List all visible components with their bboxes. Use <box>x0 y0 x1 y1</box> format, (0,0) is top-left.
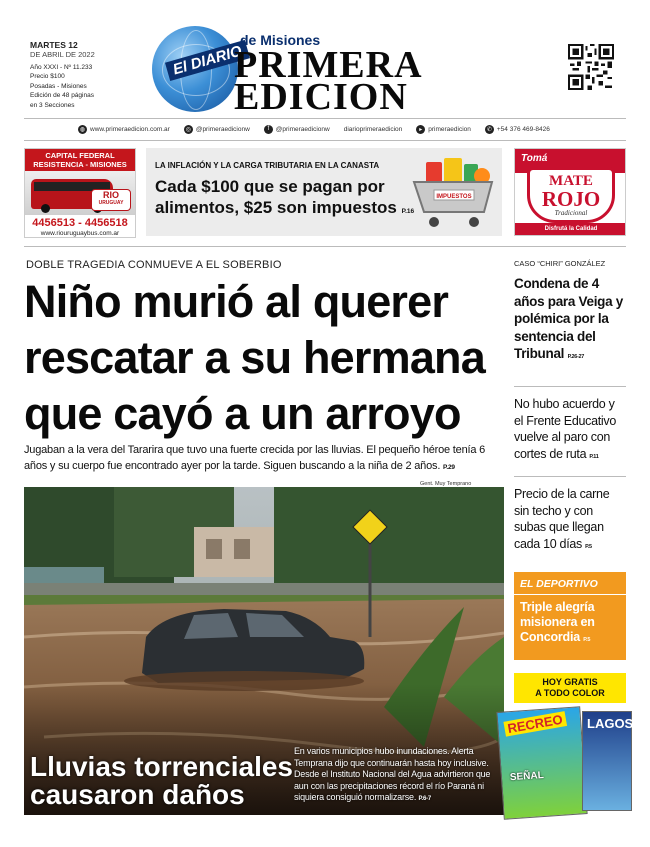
deportivo-section: EL DEPORTIVO <box>520 578 598 590</box>
tax-teaser[interactable] <box>146 148 502 236</box>
social-facebook-text: @primeraedicionw <box>275 125 330 133</box>
divider <box>514 476 626 477</box>
mate-rojo-logo <box>527 167 615 223</box>
logo-word-primera: PRIMERA <box>234 44 423 86</box>
mate-logo-line1: MATE <box>549 173 593 189</box>
supplement-covers[interactable] <box>498 703 632 819</box>
divider <box>514 594 626 595</box>
issue-day: MARTES 12 <box>30 40 78 50</box>
divider <box>24 246 626 247</box>
logo-subtitle: de Misiones <box>240 32 321 48</box>
tax-headline <box>155 176 425 222</box>
rio-uruguay-logo <box>91 189 131 211</box>
wheel-icon <box>41 204 50 213</box>
deportivo-page: P.5 <box>583 637 591 643</box>
tax-headline-text: Cada $100 que se pagan por alimentos, $25 son impuestos <box>155 177 397 217</box>
instagram-icon: ◎ <box>185 126 191 133</box>
ad-bus-phone: 4456513 - 4456518 <box>32 217 128 229</box>
free-supplement-line2: A TODO COLOR <box>535 688 605 698</box>
social-bar <box>78 122 568 136</box>
social-whatsapp[interactable] <box>485 125 550 134</box>
recreo-magazine-cover <box>496 706 587 820</box>
main-headline[interactable]: Niño murió al querer rescatar a su hermana que cayó a un arroyo <box>24 276 485 439</box>
facebook-icon: f <box>264 125 273 134</box>
social-facebook[interactable] <box>264 125 330 134</box>
lagos-title: LAGOS <box>587 716 634 731</box>
deportivo-headline-text: Triple alegría misionera en Concordia <box>520 600 595 644</box>
social-website[interactable] <box>78 125 170 134</box>
tax-page: P.16 <box>401 208 415 215</box>
side-story-chiri[interactable] <box>514 259 626 367</box>
issue-edition: Edición de 48 páginas <box>30 92 94 99</box>
mate-logo-line3: Tradicional <box>554 209 588 217</box>
rio-brand-sub: URUGUAY <box>98 200 124 206</box>
photo-caption-page: P.6-7 <box>418 796 432 802</box>
recreo-title: RECREO <box>503 711 566 736</box>
ad-mate-rojo[interactable] <box>514 148 626 236</box>
logo-word-edicion: EDICION <box>234 76 408 118</box>
photo-headline-line2: causaron daños <box>30 779 245 810</box>
free-supplement-banner[interactable] <box>514 673 626 703</box>
recreo-subtitle: SEÑAL <box>509 769 545 784</box>
ad-rio-uruguay[interactable] <box>24 148 136 238</box>
social-instagram[interactable] <box>184 125 250 134</box>
main-summary <box>24 442 504 476</box>
issue-city: Posadas - Misiones <box>30 82 87 90</box>
deportivo-headline <box>520 600 622 648</box>
mate-logo-line2: ROJO <box>541 187 601 211</box>
ad-mate-toma: Tomá <box>521 153 548 164</box>
social-youtube-text: primeraedicion <box>428 125 471 133</box>
deportivo-teaser[interactable] <box>514 572 626 660</box>
divider <box>24 140 626 141</box>
side-story-headline <box>514 396 626 465</box>
issue-price: Precio $100 <box>30 73 65 80</box>
issue-date: DE ABRIL DE 2022 <box>30 50 95 59</box>
main-kicker: DOBLE TRAGEDIA CONMUEVE A EL SOBERBIO <box>26 259 282 271</box>
social-twitter[interactable] <box>344 126 403 133</box>
side-story-headline <box>514 486 626 555</box>
issue-number: Año XXXI - Nº 11.233 <box>30 63 93 71</box>
qr-code-icon[interactable] <box>568 44 614 90</box>
tax-kicker: LA INFLACIÓN Y LA CARGA TRIBUTARIA EN LA CANASTA <box>155 161 380 170</box>
free-supplement-line1: HOY GRATIS <box>542 677 598 687</box>
side-story-page: P.11 <box>589 453 599 460</box>
whatsapp-icon: ✆ <box>486 126 492 133</box>
side-story-headline <box>514 275 626 367</box>
side-story-kicker: CASO “CHIRI” GONZÁLEZ <box>514 259 606 268</box>
side-story-page: P.26-27 <box>567 354 585 360</box>
lagos-magazine-cover <box>582 711 632 811</box>
main-summary-text: Jugaban a la vera del Tararira que tuvo una fuerte crecida por las lluvias. El pequeño héroe tenía 6 años y su cuerpo fue encontrado ayer por la tarde. Siguen buscando a la niña de 2 años. <box>24 444 486 472</box>
social-twitter-text: diarioprimeraedicion <box>343 125 403 133</box>
divider <box>24 118 626 119</box>
newspaper-logo[interactable] <box>152 26 512 118</box>
divider <box>514 386 626 387</box>
photo-caption <box>294 746 498 806</box>
photo-caption-text: En varios municipios hubo inundaciones. Alerta Temprana dijo que continuarán hasta hoy inclusive. Desde el Instituto Nacional del Agua advirtieron que aun con las precipitaciones récord el río Paraná ni siquiera consiguió normalizarse. <box>294 746 491 802</box>
photo-credit: Gent. Muy Temprano <box>420 481 472 487</box>
side-story-headline-text: No hubo acuerdo y el Frente Educativo vuelve al paro con cortes de ruta <box>514 397 616 461</box>
side-story-headline-text: Condena de 4 años para Veiga y polémica por la sentencia del Tribunal <box>514 276 623 361</box>
youtube-icon: ▸ <box>416 125 425 134</box>
social-instagram-text: @primeraedicionw <box>195 125 250 133</box>
social-youtube[interactable] <box>416 125 471 134</box>
side-story-carne[interactable] <box>514 486 626 555</box>
ad-mate-slogan: Disfrutá la Calidad <box>515 223 626 235</box>
rio-brand: RIO <box>102 190 119 200</box>
side-story-headline-text: Precio de la carne sin techo y con subas que llegan cada 10 días <box>514 487 610 551</box>
shopping-cart-icon <box>408 156 500 232</box>
social-website-text: www.primeraedicion.com.ar <box>90 125 170 133</box>
issue-sections: en 3 Secciones <box>30 101 75 109</box>
ad-bus-routes: CAPITAL FEDERAL RESISTENCIA - MISIONES <box>25 149 135 171</box>
cart-label: IMPUESTOS <box>436 194 472 200</box>
issue-info <box>30 40 140 110</box>
masthead <box>0 0 650 118</box>
side-story-educacion[interactable] <box>514 396 626 465</box>
side-story-page: P.5 <box>585 543 592 550</box>
logo-tag: El DIARIO <box>165 40 250 81</box>
bus-illustration <box>25 171 135 215</box>
globe-icon: ◍ <box>79 126 86 133</box>
social-whatsapp-text: +54 376 469-8426 <box>496 125 550 133</box>
main-summary-page: P.29 <box>443 464 455 471</box>
photo-headline-line1: Lluvias torrenciales <box>30 751 294 782</box>
ad-bus-web: www.riouruguaybus.com.ar <box>40 230 120 237</box>
photo-headline[interactable] <box>30 753 293 809</box>
